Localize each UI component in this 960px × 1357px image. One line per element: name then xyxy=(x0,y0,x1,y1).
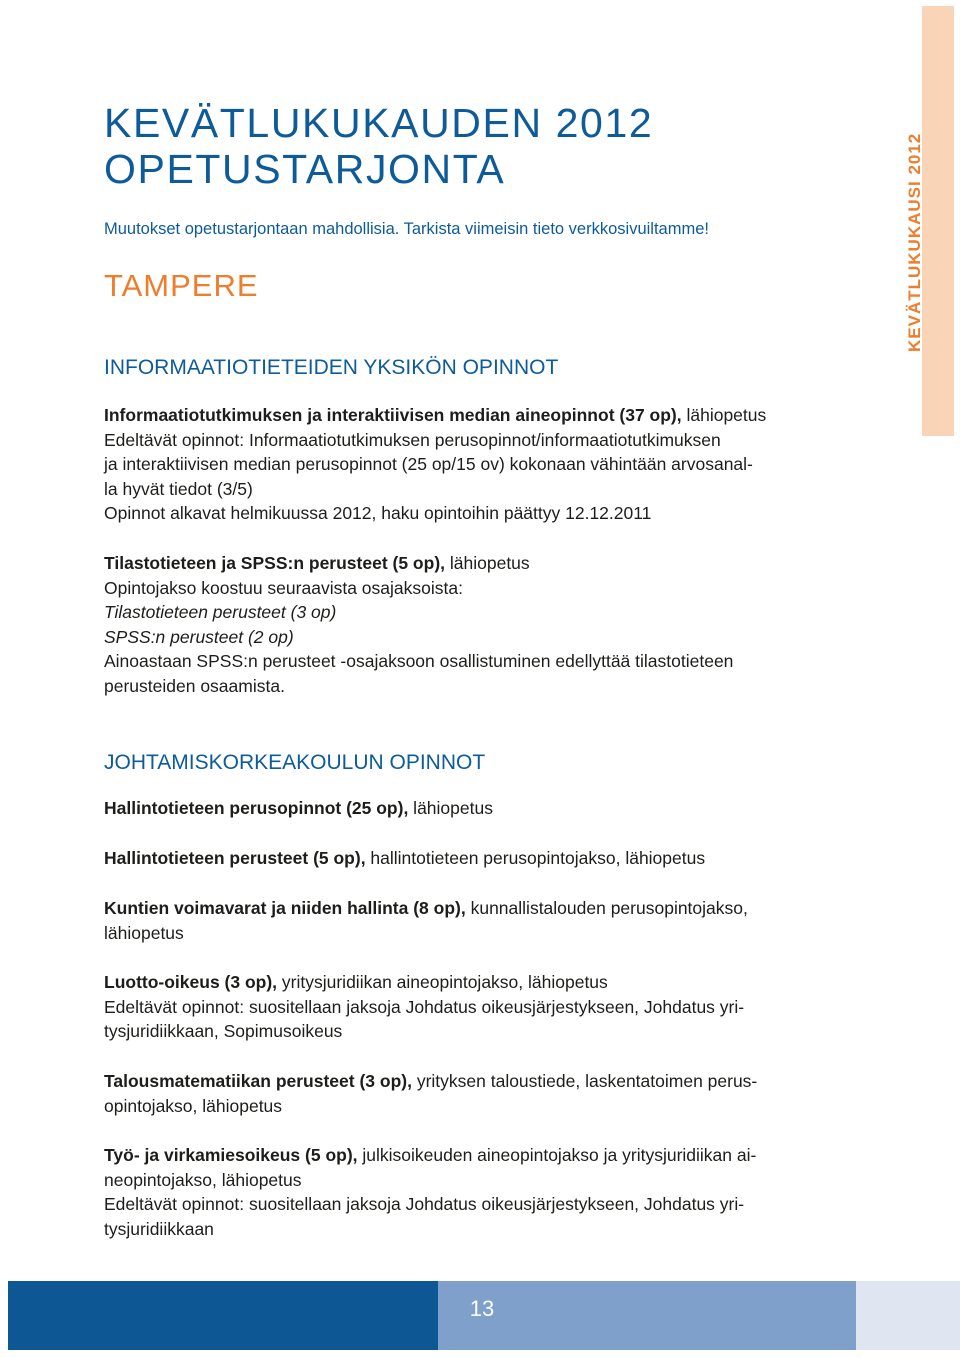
page-title-line2: OPETUSTARJONTA xyxy=(104,146,506,192)
section-heading-informaatiotieteet: INFORMAATIOTIETEIDEN YKSIKÖN OPINNOT xyxy=(104,356,559,379)
course-text-line: perusteiden osaamista. xyxy=(104,675,285,696)
page-title-line1: KEVÄTLUKUKAUDEN 2012 xyxy=(104,100,654,146)
course-title: Kuntien voimavarat ja niiden hallinta (8 op), xyxy=(104,898,466,918)
course-title: Hallintotieteen perusopinnot (25 op), xyxy=(104,798,409,818)
course-text-line: la hyvät tiedot (3/5) xyxy=(104,478,253,499)
course-tilastotiede xyxy=(104,551,862,699)
course-text-line: lähiopetus xyxy=(104,922,184,943)
course-title-line xyxy=(104,1069,862,1094)
notice-text: Muutokset opetustarjontaan mahdollisia. Tarkista viimeisin tieto verkkosivuiltamme! xyxy=(104,220,709,238)
footer-segment xyxy=(856,1281,960,1350)
course-title: Luotto-oikeus (3 op), xyxy=(104,972,278,992)
course-title: Hallintotieteen perusteet (5 op), xyxy=(104,848,366,868)
city-heading: TAMPERE xyxy=(104,268,259,303)
course-title: Tilastotieteen ja SPSS:n perusteet (5 op), xyxy=(104,553,446,573)
course-text-line: neopintojakso, lähiopetus xyxy=(104,1169,302,1190)
course-text-line: Ainoastaan SPSS:n perusteet -osajaksoon osallistuminen edellyttää tilastotieteen xyxy=(104,651,734,672)
footer-segment xyxy=(8,1281,438,1350)
page-number: 13 xyxy=(469,1296,495,1321)
course-talousmatematiikka xyxy=(104,1069,862,1118)
course-text-line: Opinnot alkavat helmikuussa 2012, haku opintoihin päättyy 12.12.2011 xyxy=(104,503,652,524)
footer-segment xyxy=(526,1281,856,1350)
course-title-line xyxy=(104,1143,862,1168)
course-type: julkisoikeuden aineopintojakso ja yritysjuridiikan ai- xyxy=(357,1145,757,1165)
course-title-line xyxy=(104,796,862,821)
course-type: lähiopetus xyxy=(681,405,767,425)
course-type: yritysjuridiikan aineopintojakso, lähiopetus xyxy=(277,972,608,992)
course-title: Informaatiotutkimuksen ja interaktiivisen median aineopinnot (37 op), xyxy=(104,405,682,425)
course-subpart: Tilastotieteen perusteet (3 op) xyxy=(104,602,337,623)
footer-segment xyxy=(0,1281,8,1350)
course-type: hallintotieteen perusopintojakso, lähiopetus xyxy=(365,848,706,868)
course-title: Työ- ja virkamiesoikeus (5 op), xyxy=(104,1145,358,1165)
course-hallintotiede-perusteet xyxy=(104,846,862,871)
side-tab xyxy=(922,6,954,436)
course-type: kunnallistalouden perusopintojakso, xyxy=(465,898,748,918)
section-heading-johtamiskorkeakoulu: JOHTAMISKORKEAKOULUN OPINNOT xyxy=(104,751,486,774)
course-text-line: Edeltävät opinnot: suositellaan jaksoja Johdatus oikeusjärjestykseen, Johdatus yri- xyxy=(104,996,745,1017)
course-tyo-ja-virkamiesoikeus xyxy=(104,1143,862,1241)
course-type: lähiopetus xyxy=(408,798,493,818)
course-type: yrityksen taloustiede, laskentatoimen perus- xyxy=(411,1071,758,1091)
course-luotto-oikeus xyxy=(104,970,862,1044)
course-title-line xyxy=(104,403,862,428)
course-text-line: opintojakso, lähiopetus xyxy=(104,1095,283,1116)
course-hallintotiede-perusopinnot xyxy=(104,796,862,821)
course-title-line xyxy=(104,551,862,576)
course-title-line xyxy=(104,846,862,871)
course-kuntien-voimavarat xyxy=(104,896,862,945)
course-title-line xyxy=(104,896,862,921)
course-text-line: tysjuridiikkaan xyxy=(104,1218,214,1239)
course-subpart: SPSS:n perusteet (2 op) xyxy=(104,626,294,647)
course-title: Talousmatematiikan perusteet (3 op), xyxy=(104,1071,412,1091)
course-text-line: Edeltävät opinnot: Informaatiotutkimuksen perusopinnot/informaatiotutkimuksen xyxy=(104,429,721,450)
course-informaatiotutkimus xyxy=(104,403,862,526)
course-text-line: ja interaktiivisen median perusopinnot (25 op/15 ov) kokonaan vähintään arvosanal- xyxy=(104,454,753,475)
course-title-line xyxy=(104,970,862,995)
side-tab-label: KEVÄTLUKUKAUSI 2012 xyxy=(905,132,924,352)
course-text-line: Edeltävät opinnot: suositellaan jaksoja Johdatus oikeusjärjestykseen, Johdatus yri- xyxy=(104,1194,745,1215)
course-type: lähiopetus xyxy=(445,553,530,573)
course-text-line: tysjuridiikkaan, Sopimusoikeus xyxy=(104,1021,343,1042)
page-title xyxy=(104,100,653,192)
course-text-line: Opintojakso koostuu seuraavista osajaksoista: xyxy=(104,577,463,598)
